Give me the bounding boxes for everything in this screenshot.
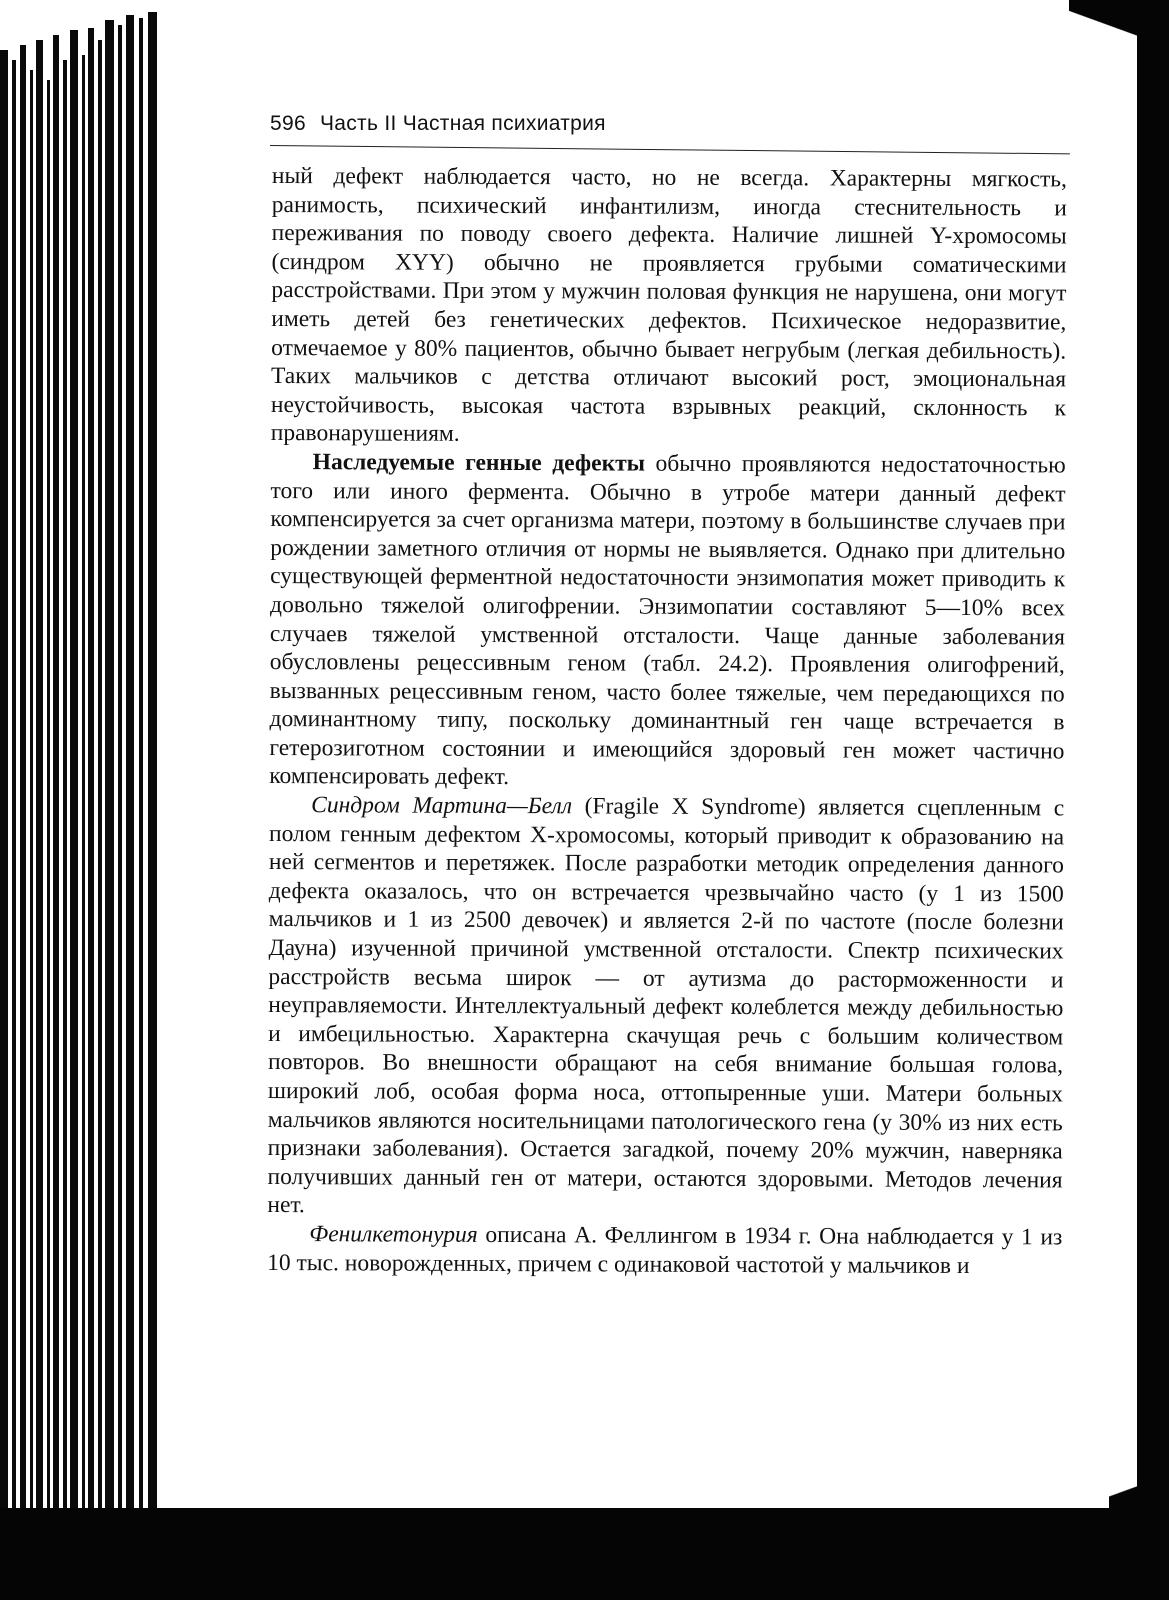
header-rule <box>270 145 1070 154</box>
paragraph-2 <box>269 448 1065 795</box>
paragraph-lead-italic: Синдром Мартина—Белл <box>311 792 573 820</box>
paragraph-4 <box>267 1220 1062 1281</box>
paragraph-text: (Fragile X Syndrome) является сцепленным с полом генным дефектом Х-хромосомы, который приводит к образованию на ней сегментов и перетяжек. После разработки методик определения данного дефекта оказалось, что он встречается чрезвычайно часто (у 1 из 1500 мальчиков и 1 из 2500 девочек) и является 2-й по частоте (после болезни Дауна) изученной причиной умственной отсталости. Спектр психических расстройств весьма широк — от аутизма до расторможенности и неуправляемости. Интеллектуальный дефект колеблется между дебильностью и имбецильностью. Характерна скачущая речь с большим количеством повторов. Во внешности обращают на себя внимание большая голова, широкий лоб, особая форма носа, оттопыренные уши. Матери больных мальчиков являются носительницами патологического гена (у 30% из них есть признаки заболевания). Остается загадкой, почему 20% мужчин, наверняка получивших данный ген от матери, остаются здоровыми. Методов лечения нет. <box>267 793 1065 1219</box>
page-body <box>267 162 1067 1281</box>
scan-corner-top-right <box>1069 0 1139 60</box>
book-page-edges <box>0 0 165 1510</box>
running-header <box>270 112 1080 136</box>
scan-border-bottom <box>0 1508 1169 1600</box>
paragraph-text: обычно проявляются недостаточностью того или иного фермента. Обычно в утробе матери данный дефект компенсируется за счет организма матери, поэтому в большинстве случаев при рождении заметного отличия от нормы не выявляется. Однако при длительно существующей ферментной недостаточности энзимопатия может приводить к довольно тяжелой олигофрении. Энзимопатии составляют 5—10% всех случаев тяжелой умственной отсталости. Чаще данные заболевания обусловлены рецессивным геном (табл. 24.2). Проявления олигофрений, вызванных рецессивным геном, часто более тяжелые, чем передающихся по доминантному типу, поскольку доминантный ген чаще встречается в гетерозиготном состоянии и имеющийся здоровый ген может частично компенсировать дефект. <box>269 450 1066 791</box>
running-title: Часть II Частная психиатрия <box>319 112 606 135</box>
paragraph-lead-italic: Фенилкетонурия <box>309 1221 478 1248</box>
paragraph-lead-bold: Наследуемые генные дефекты <box>312 449 646 477</box>
paragraph-text: ный дефект наблюдается часто, но не всегда. Характерны мягкость, ранимость, психический инфантилизм, иногда стеснительность и переживания по поводу своего дефекта. Наличие лишней Y-хромосомы (синдром XYY) обычно не проявляется грубыми соматическими расстройствами. При этом у мужчин половая функция не нарушена, они могут иметь детей без генетических дефектов. Психическое недоразвитие, отмечаемое у 80% пациентов, обычно бывает негрубым (легкая дебильность). Таких мальчиков с детства отличают высокий рост, эмоциональная неустойчивость, высокая частота взрывных реакций, склонность к правонарушениям. <box>270 162 1067 448</box>
paragraph-3 <box>267 791 1064 1223</box>
paragraph-1 <box>271 162 1067 451</box>
scan-border-right <box>1137 0 1169 1600</box>
page-number: 596 <box>270 112 306 135</box>
paragraph-text: описана А. Феллингом в 1934 г. Она наблюдается у 1 из 10 тыс. новорожденных, причем с одинаковой частотой у мальчиков и <box>267 1221 1063 1279</box>
